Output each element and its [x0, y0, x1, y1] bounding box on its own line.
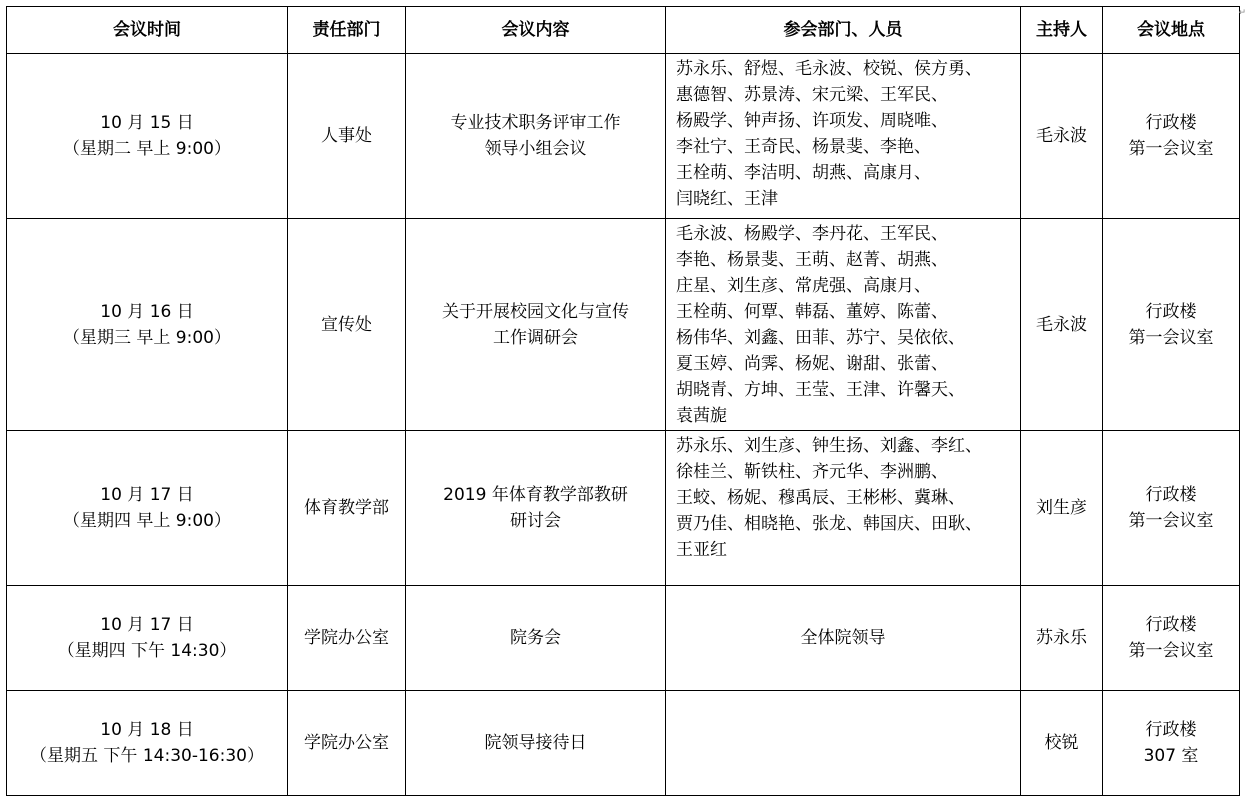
attendees-line: 全体院领导: [800, 628, 886, 648]
header-department: 责任部门: [288, 7, 406, 54]
host-line: 毛永波: [1036, 126, 1087, 146]
responsible-department: [288, 219, 406, 431]
table-row: [7, 219, 1240, 431]
meeting-content-line: 研讨会: [510, 511, 561, 531]
attendees: [666, 691, 1021, 796]
meeting-time: [7, 54, 288, 219]
host: [1021, 219, 1103, 431]
location: [1103, 691, 1240, 796]
responsible-department: [288, 54, 406, 219]
attendees: [666, 431, 1021, 586]
location-line: 行政楼: [1145, 113, 1197, 133]
attendees-line: 袁茜旎: [676, 406, 727, 426]
attendees-line: 闫晓红、王津: [676, 189, 778, 209]
location: [1103, 219, 1240, 431]
location-line: 行政楼: [1145, 485, 1197, 505]
location-line: 行政楼: [1145, 301, 1197, 322]
header-host: 主持人: [1021, 7, 1103, 54]
meeting-content-line: 专业技术职务评审工作: [450, 113, 621, 133]
attendees-line: 夏玉婷、尚霁、杨妮、谢甜、张蕾、: [676, 354, 948, 374]
attendees-line: 贾乃佳、相晓艳、张龙、韩国庆、田耿、: [676, 514, 982, 534]
meeting-content-line: 关于开展校园文化与宣传: [442, 301, 629, 322]
location: [1103, 586, 1240, 691]
responsible-department: [288, 691, 406, 796]
meeting-content: [406, 54, 666, 219]
meeting-time-line: （星期二 早上 9:00）: [63, 139, 231, 159]
attendees-line: 庄星、刘生彦、常虎强、高康月、: [676, 276, 931, 296]
location-line: 第一会议室: [1128, 511, 1214, 531]
meeting-time-line: （星期三 早上 9:00）: [63, 327, 231, 348]
meeting-content-line: 2019 年体育教学部教研: [443, 485, 628, 505]
attendees-line: 毛永波、杨殿学、李丹花、王军民、: [676, 224, 948, 244]
meeting-content-line: 领导小组会议: [484, 139, 587, 159]
location: [1103, 54, 1240, 219]
meeting-content: [406, 691, 666, 796]
attendees-line: 王蛟、杨妮、穆禹辰、王彬彬、冀琳、: [676, 488, 965, 508]
attendees-line: 杨伟华、刘鑫、田菲、苏宁、吴依依、: [676, 328, 965, 348]
meeting-content: [406, 431, 666, 586]
header-time: 会议时间: [7, 7, 288, 54]
host-line: 毛永波: [1036, 314, 1087, 335]
meeting-time-line: 10 月 18 日: [100, 720, 194, 740]
host-line: 苏永乐: [1036, 628, 1087, 648]
meeting-time-line: 10 月 17 日: [100, 485, 194, 505]
header-content: 会议内容: [406, 7, 666, 54]
location-line: 第一会议室: [1128, 327, 1214, 348]
attendees-line: 惠德智、苏景涛、宋元梁、王军民、: [676, 85, 948, 105]
location-line: 第一会议室: [1128, 641, 1214, 661]
meeting-time-line: （星期四 下午 14:30）: [57, 641, 237, 661]
attendees: [666, 586, 1021, 691]
meeting-content-line: 工作调研会: [493, 327, 578, 348]
meeting-time-line: 10 月 17 日: [100, 615, 194, 635]
meeting-time-line: 10 月 15 日: [100, 113, 194, 133]
table-body: [7, 54, 1240, 796]
attendees-line: 李社宁、王奇民、杨景斐、李艳、: [676, 137, 931, 157]
meeting-time-line: （星期四 早上 9:00）: [63, 511, 231, 531]
responsible-department-line: 体育教学部: [304, 498, 389, 518]
attendees-line: 李艳、杨景斐、王萌、赵菁、胡燕、: [676, 250, 948, 270]
responsible-department: [288, 431, 406, 586]
responsible-department-line: 人事处: [321, 126, 372, 146]
attendees-line: 王亚红: [676, 540, 727, 560]
attendees-line: 苏永乐、舒煜、毛永波、校锐、侯方勇、: [676, 59, 982, 79]
location: [1103, 431, 1240, 586]
attendees-line: 王栓萌、李洁明、胡燕、高康月、: [676, 163, 931, 183]
meeting-time: [7, 586, 288, 691]
meeting-time: [7, 431, 288, 586]
meeting-content-line: 院领导接待日: [484, 733, 587, 753]
attendees-line: 杨殿学、钟声扬、许项发、周晓唯、: [676, 111, 948, 131]
responsible-department-line: 学院办公室: [304, 733, 389, 753]
table-row: [7, 691, 1240, 796]
meeting-time-line: （星期五 下午 14:30-16:30）: [30, 746, 264, 766]
responsible-department-line: 学院办公室: [304, 628, 389, 648]
meeting-content-line: 院务会: [510, 628, 561, 648]
location-line: 行政楼: [1145, 615, 1197, 635]
attendees-line: 苏永乐、刘生彦、钟生扬、刘鑫、李红、: [676, 436, 982, 456]
meeting-content: [406, 219, 666, 431]
meeting-time: [7, 219, 288, 431]
table-row: [7, 54, 1240, 219]
meeting-time-line: 10 月 16 日: [100, 301, 194, 322]
table-row: [7, 431, 1240, 586]
meeting-time: [7, 691, 288, 796]
attendees-line: 王栓萌、何覃、韩磊、董婷、陈蕾、: [676, 302, 948, 322]
responsible-department-line: 宣传处: [321, 314, 372, 335]
header-row: [7, 7, 1240, 54]
attendees: [666, 219, 1021, 431]
host-line: 刘生彦: [1036, 498, 1087, 518]
meeting-schedule-table: [6, 6, 1240, 796]
location-line: 行政楼: [1145, 720, 1197, 740]
table-row: [7, 586, 1240, 691]
host-line: 校锐: [1044, 733, 1079, 753]
location-line: 第一会议室: [1128, 139, 1214, 159]
header-location: 会议地点: [1103, 7, 1240, 54]
host: [1021, 586, 1103, 691]
attendees: [666, 54, 1021, 219]
responsible-department: [288, 586, 406, 691]
attendees-line: 胡晓青、方坤、王莹、王津、许馨天、: [676, 380, 965, 400]
host: [1021, 54, 1103, 219]
host: [1021, 431, 1103, 586]
host: [1021, 691, 1103, 796]
attendees-line: 徐桂兰、靳铁柱、齐元华、李洲鹏、: [676, 462, 948, 482]
paragraph-mark-icon: ↵: [1238, 8, 1246, 18]
meeting-content: [406, 586, 666, 691]
header-attendees: 参会部门、人员: [666, 7, 1021, 54]
location-line: 307 室: [1143, 746, 1199, 766]
